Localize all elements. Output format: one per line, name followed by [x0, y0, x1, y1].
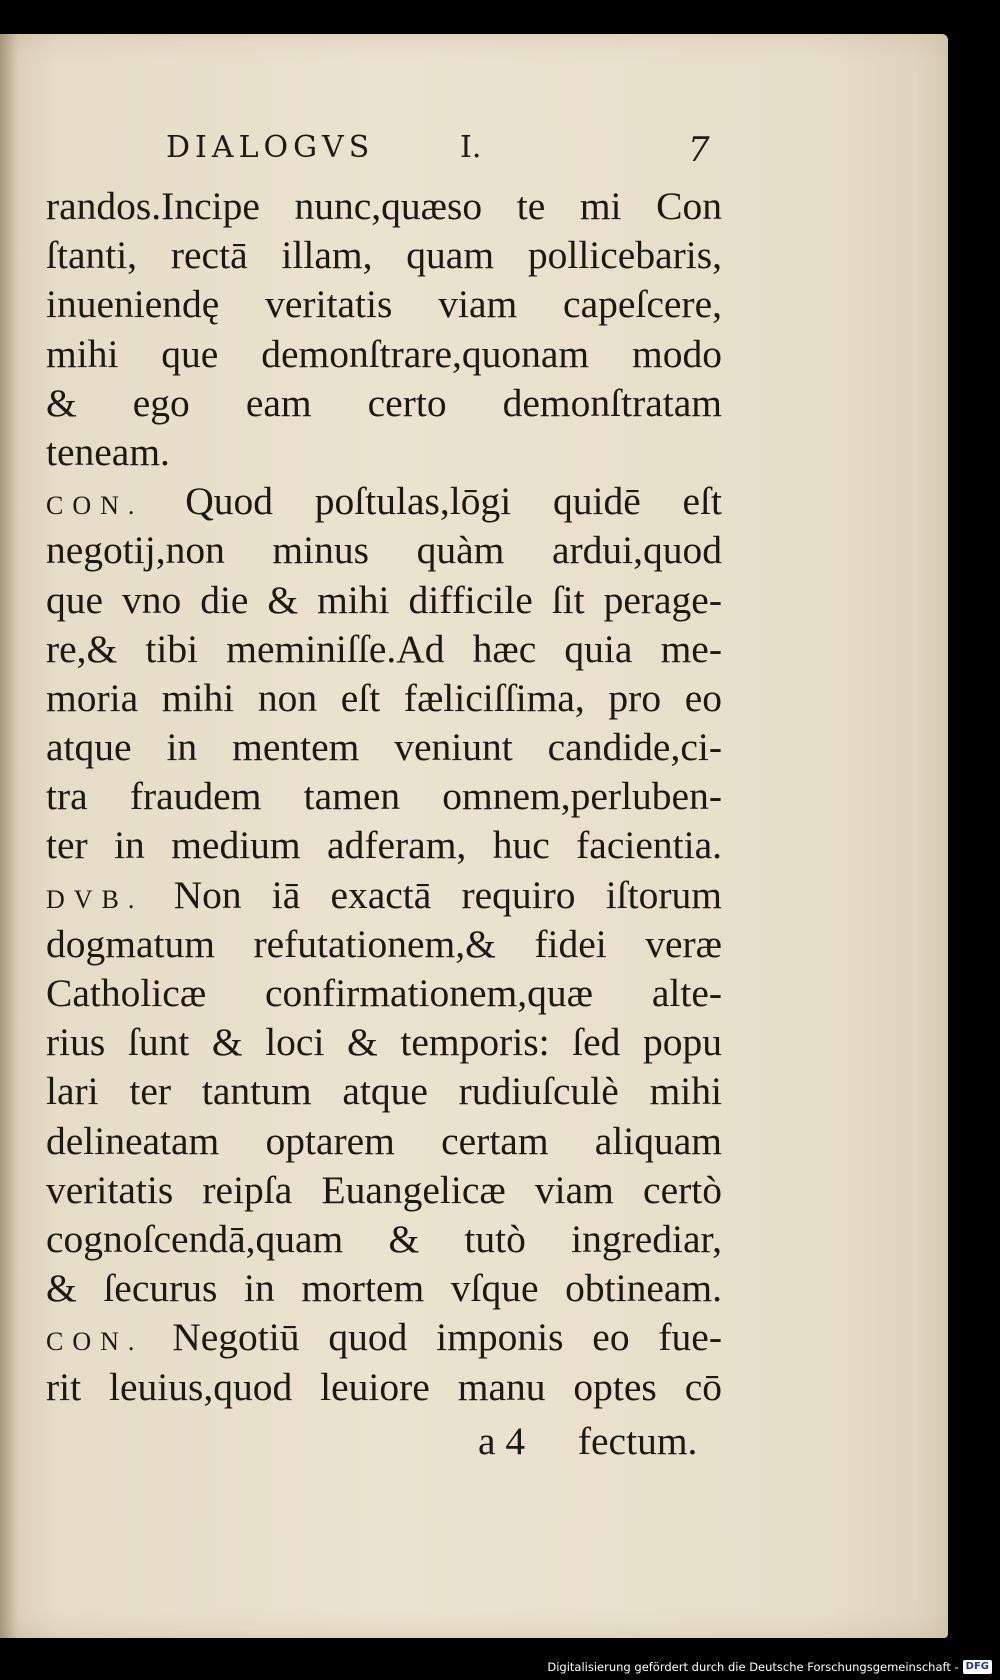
catchword: fectum. [577, 1419, 698, 1463]
page-number: 7 [688, 130, 710, 170]
text-line [46, 969, 722, 1018]
line-text: rius ſunt & loci & temporis: ſed popu [46, 1020, 722, 1065]
running-head [150, 130, 710, 170]
speaker-label: DVB. [46, 884, 144, 914]
line-text: rit leuius,quod leuiore manu optes cō [46, 1364, 722, 1409]
running-head-dialogue-number: I. [460, 130, 482, 165]
line-text: cognoſcendā,quam & tutò ingrediar, [46, 1216, 722, 1261]
book-page [0, 34, 948, 1638]
text-line [46, 821, 722, 870]
text-line [46, 182, 722, 231]
line-text: ſtanti, rectā illam, quam pollicebaris, [46, 233, 722, 278]
line-text: randos.Incipe nunc,quæso te mi Con [46, 184, 722, 228]
footer-credit-text: Digitalisierung gefördert durch die Deutsche Forschungsgemeinschaft - [547, 1660, 959, 1674]
text-line [46, 920, 722, 969]
text-line [46, 477, 722, 526]
text-line [46, 1166, 722, 1215]
catchline [478, 1418, 697, 1464]
body-text [46, 182, 722, 1412]
text-line [46, 1117, 722, 1166]
text-line [46, 723, 722, 772]
line-text: que vno die & mihi difficile ſit perage- [46, 577, 722, 622]
dfg-logo: DFG [963, 1660, 992, 1674]
line-text: veritatis reipſa Euangelicæ viam certò [46, 1167, 722, 1212]
line-text: inueniendę veritatis viam capeſcere, [46, 282, 722, 327]
line-text: delineatam optarem certam aliquam [46, 1118, 722, 1163]
line-text: atque in mentem veniunt candide,ci- [46, 725, 722, 770]
text-line [46, 772, 722, 821]
line-text: & ego eam certo demonſtratam [46, 380, 722, 425]
text-line [46, 1067, 722, 1116]
text-line [46, 1363, 722, 1412]
gutter-shadow [0, 34, 18, 1638]
text-line [46, 526, 722, 575]
footer-credit [547, 1654, 992, 1680]
text-line [46, 871, 722, 920]
signature-mark: a 4 [478, 1419, 526, 1463]
line-text: & ſecurus in mortem vſque obtineam. [46, 1266, 722, 1311]
text-line [46, 231, 722, 280]
line-text: Quod poſtulas,lōgi quidē eſt [185, 479, 722, 524]
speaker-label: CON. [46, 1327, 144, 1357]
line-text: mihi que demonſtrare,quonam modo [46, 331, 722, 376]
text-line [46, 379, 722, 428]
text-line [46, 1313, 722, 1362]
line-text: ter in medium adferam, huc facientia. [46, 823, 722, 868]
line-text: Non iā exactā requiro iſtorum [173, 872, 723, 917]
line-text: dogmatum refutationem,& fidei veræ [46, 921, 722, 966]
speaker-label: CON. [46, 491, 144, 521]
line-text: re,& tibi meminiſſe.Ad hæc quia me- [46, 626, 722, 671]
line-text: Negotiū quod imponis eo fue- [172, 1315, 722, 1360]
text-line [46, 1215, 722, 1264]
text-line [46, 1264, 722, 1313]
line-text: Catholicæ confirmationem,quæ alte- [46, 971, 722, 1015]
text-line [46, 625, 722, 674]
line-text: moria mihi non eſt fæliciſſima, pro eo [46, 675, 722, 720]
text-line [46, 330, 722, 379]
running-head-title: DIALOGVS [166, 130, 375, 165]
line-text: negotij,non minus quàm ardui,quod [46, 528, 722, 573]
text-line [46, 576, 722, 625]
text-line [46, 674, 722, 723]
line-text: tra fraudem tamen omnem,perluben- [46, 774, 722, 819]
line-text: teneam. [46, 429, 170, 474]
line-text: lari ter tantum atque rudiuſculè mihi [46, 1069, 722, 1114]
text-line [46, 428, 722, 477]
text-line [46, 280, 722, 329]
text-line [46, 1018, 722, 1067]
